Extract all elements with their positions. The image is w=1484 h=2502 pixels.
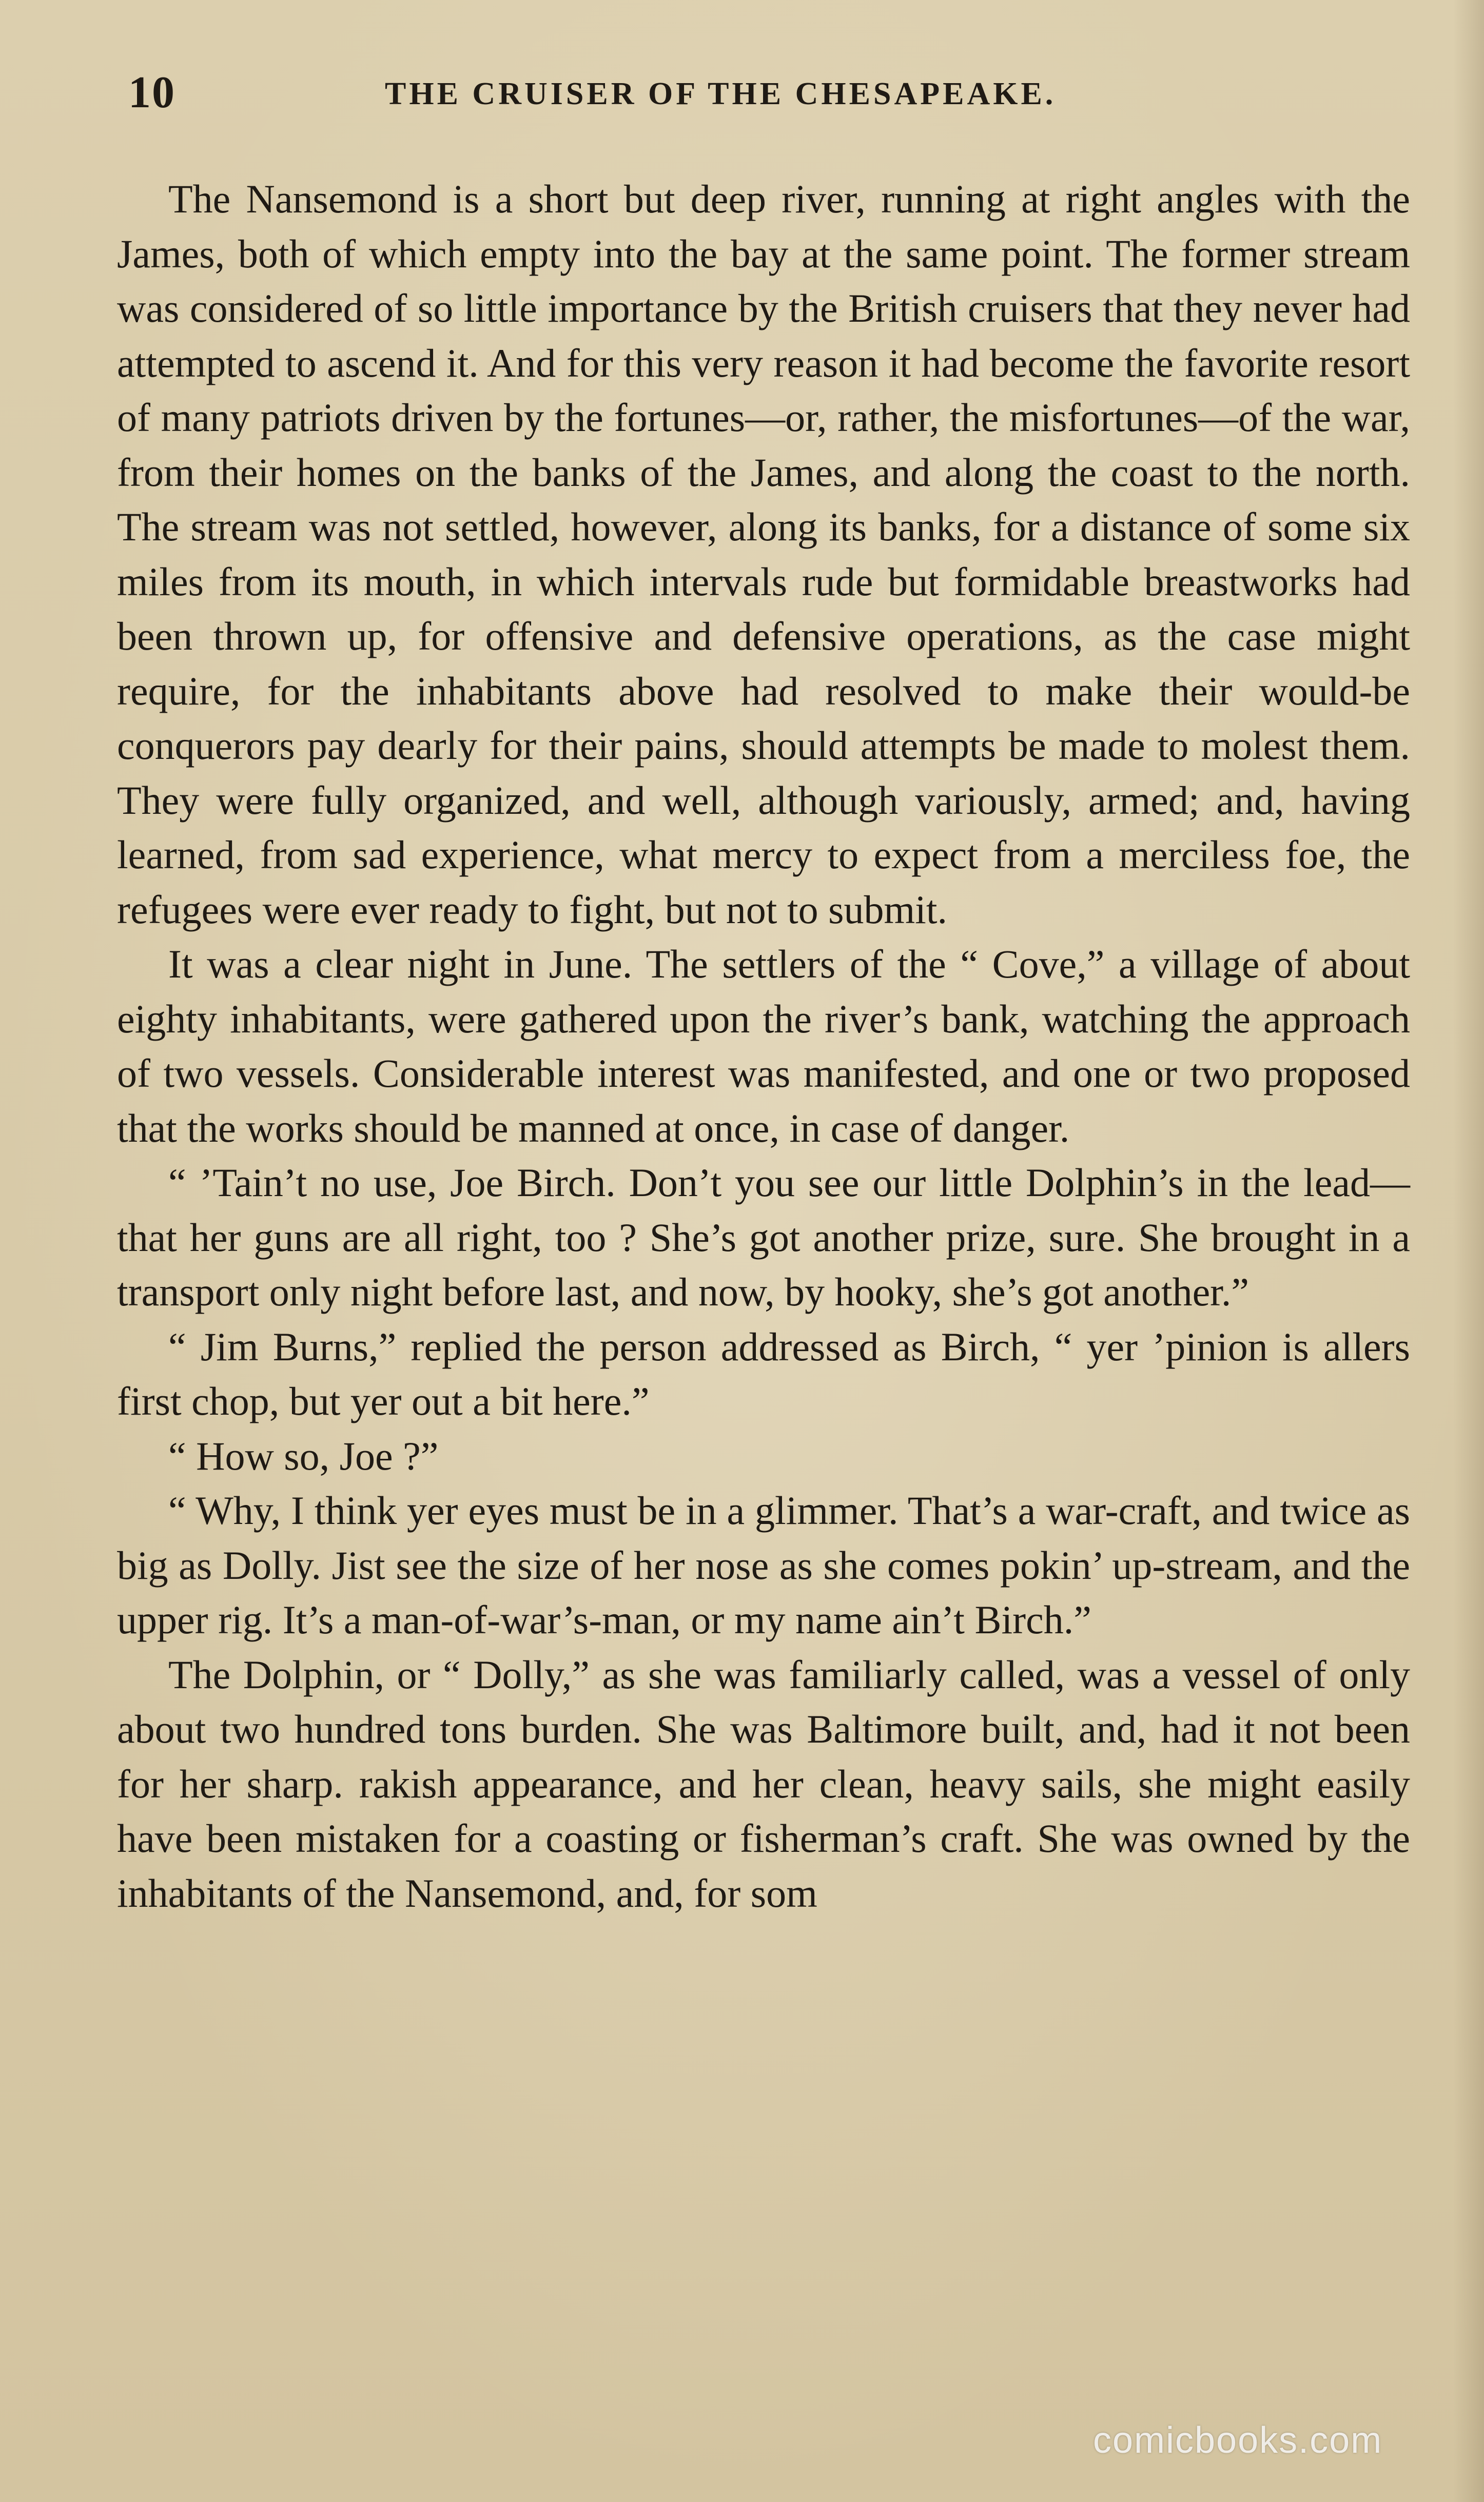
site-watermark: comicbooks.com <box>1093 2420 1383 2461</box>
page-header <box>128 67 1391 123</box>
paragraph-2: It was a clear night in June. The settlers of the “ Cove,” a village of about eighty inhabitants, were gathered upon the river’s bank, watching the approach of two vessels. Considerable interest was manifested, and one or two proposed that the works should be manned at once, in case of danger. <box>117 942 1410 1150</box>
paragraph-5: “ How so, Joe ?” <box>168 1433 439 1478</box>
body-text <box>117 172 1410 1921</box>
running-head: THE CRUISER OF THE CHESAPEAKE. <box>385 76 1057 111</box>
page-number: 10 <box>128 68 175 118</box>
page-edge-shadow <box>1453 0 1484 2502</box>
paragraph-3: “ ’Tain’t no use, Joe Birch. Don’t you see our little Dolphin’s in the lead—that her guns are all right, too ? She’s got another prize, sure. She brought in a transport only night before last, and now, by hooky, she’s got another.” <box>117 1160 1410 1314</box>
paragraph-7: The Dolphin, or “ Dolly,” as she was familiarly called, was a vessel of only about two hundred tons burden. She was Baltimore built, and, had it not been for her sharp. rakish appearance, and her clean, heavy sails, she might easily have been mistaken for a coasting or fisherman’s craft. She was owned by the inhabitants of the Nansemond, and, for som <box>117 1652 1410 1915</box>
paragraph-6: “ Why, I think yer eyes must be in a glimmer. That’s a war-craft, and twice as big as Dolly. Jist see the size of her nose as she comes pokin’ up-stream, and the upper rig. It’s a man-of-war’s-man, or my name ain’t Birch.” <box>117 1488 1410 1642</box>
paragraph-4: “ Jim Burns,” replied the person addressed as Birch, “ yer ’pinion is allers first chop, but yer out a bit here.” <box>117 1324 1410 1423</box>
paragraph-1: The Nansemond is a short but deep river, running at right angles with the James, both of which empty into the bay at the same point. The former stream was considered of so little importance by the British cruisers that they never had attempted to ascend it. And for this very reason it had become the favorite resort of many patriots driven by the fortunes—or, rather, the misfortunes—of the war, from their homes on the banks of the James, and along the coast to the north. The stream was not settled, however, along its banks, for a distance of some six miles from its mouth, in which intervals rude but formidable breastworks had been thrown up, for offensive and defensive operations, as the case might require, for the inhabitants above had resolved to make their would-be conquerors pay dearly for their pains, should attempts be made to molest them. They were fully organized, and well, although variously, armed; and, having learned, from sad experience, what mercy to expect from a merciless foe, the refugees were ever ready to fight, but not to submit. <box>117 177 1410 932</box>
